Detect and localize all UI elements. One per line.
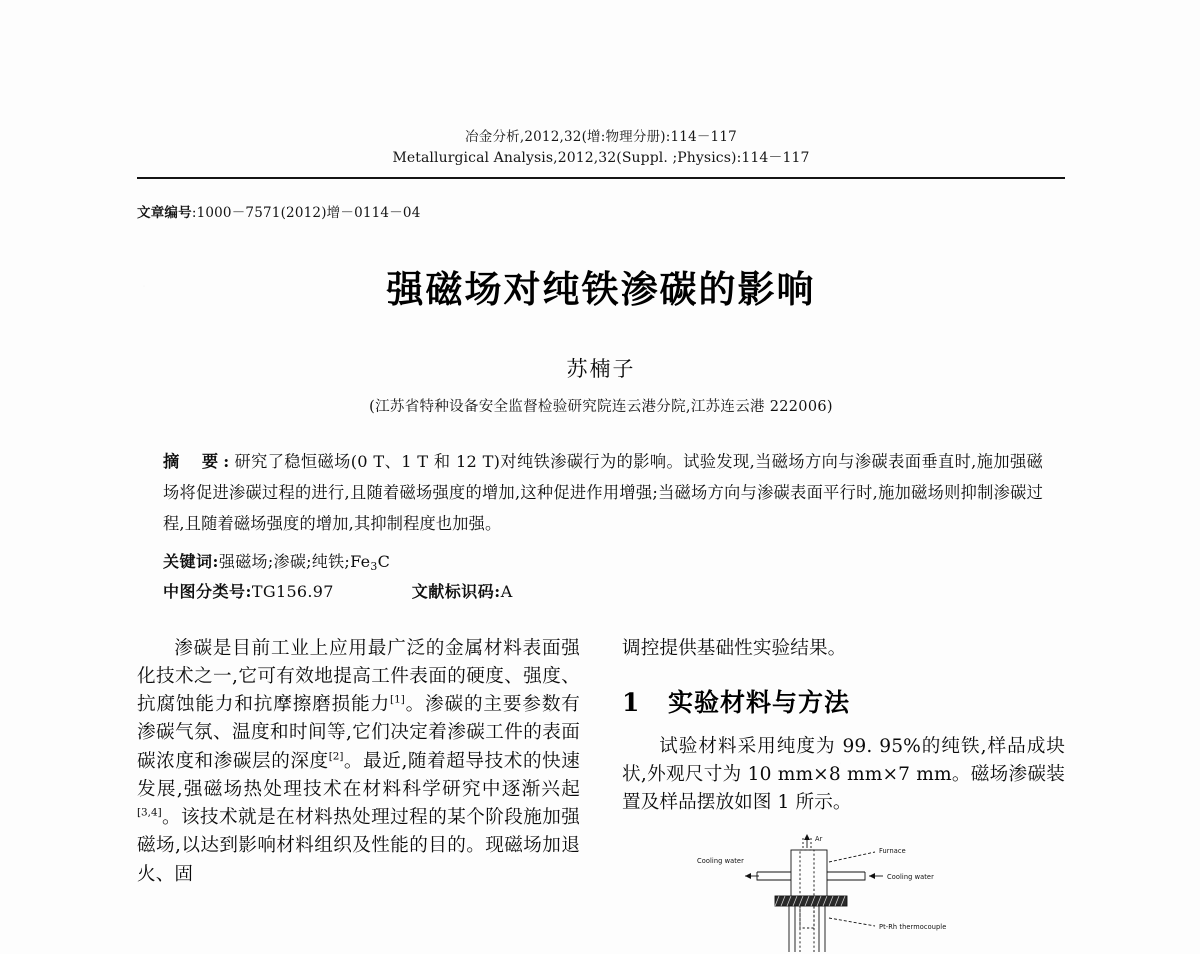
section-heading-1 [622,683,1065,719]
ar-arrow-head [804,834,810,840]
furnace-leader-line [829,852,875,862]
article-number-label: 文章编号 [137,204,192,221]
body-columns [137,635,1065,952]
figure-label-cooling-water-right: Cooling water [886,872,934,881]
section-number: 1 [622,687,641,717]
intro-text-part-4: 。该技术就是在材料热处理过程的某个阶段施加强磁场,以达到影响材料组织及性能的目的。现磁场加退火、固 [137,807,580,885]
citation-ref-3: [3,4] [137,806,162,819]
magnet-base-plate [775,896,847,906]
keywords-value-pre: 强磁场;渗碳;纯铁;Fe [218,551,371,571]
furnace-diagram-svg [679,832,1009,952]
right-column-paragraph-1: 试验材料采用纯度为 99. 95%的纯铁,样品成块状,外观尺寸为 10 mm×8 mm×7 mm。磁场渗碳装置及样品摆放如图 1 所示。 [622,735,1065,814]
cooling-water-left-arrow [745,873,751,879]
figure-1-wrapper [622,832,1065,952]
keywords-value-subscript: 3 [370,559,378,573]
figure-label-cooling-water-left: Cooling water [696,856,744,865]
keywords-value-post: C [377,551,391,571]
right-column [622,635,1065,952]
running-head-english: Metallurgical Analysis,2012,32(Suppl. ;Physics):114－117 [392,149,810,166]
page-title: 强磁场对纯铁渗碳的影响 [386,267,816,311]
figure-1-furnace-schematic [679,832,1009,952]
keywords-line [163,547,1043,577]
intro-text-part-2: 。渗碳的主要参数有渗碳气氛、温度和时间等,它们决定着渗碳工件的表面碳浓度和渗碳层的深度 [137,694,580,772]
document-code-separator: : [494,582,501,602]
header-divider-rule [137,177,1065,179]
abstract-block [137,446,1065,607]
abstract-label: 摘 要 [163,451,222,471]
citation-ref-1: [1] [390,693,405,706]
cooling-water-right-arrow [869,873,875,879]
keywords-separator: : [212,551,219,571]
abstract-paragraph [163,446,1043,539]
cooling-water-right-pipe-bottom [827,872,865,880]
author-affiliation: (江苏省特种设备安全监督检验研究院连云港分院,江苏连云港 222006) [369,398,833,415]
document-code-value: A [500,582,513,602]
left-column-paragraph-1 [137,635,580,889]
figure-label-furnace: Furnace [878,846,906,855]
figure-label-ar: Ar [814,834,822,843]
article-number [137,201,1065,221]
citation-ref-2: [2] [328,750,344,763]
article-number-value: 1000－7571(2012)增－0114－04 [196,204,421,221]
classification-value: TG156.97 [251,582,334,602]
author-name: 苏楠子 [566,356,636,381]
furnace-outer-wall [791,850,827,896]
classification-line [163,577,1043,607]
running-head [137,127,1065,170]
keywords-label: 关键词 [163,551,213,571]
inner-tube [800,850,814,928]
cooling-water-left-pipe-bottom [757,872,791,880]
classification-separator: : [245,582,252,602]
left-column [137,635,580,952]
intro-text-part-3: 。最近,随着超导技术的快速发展,强磁场热处理技术在材料科学研究中逐渐兴起 [137,750,580,800]
thermocouple-leader-line [829,918,875,926]
running-head-chinese: 冶金分析,2012,32(增:物理分册):114－117 [465,129,737,145]
page-content-area [137,0,1065,954]
figure-label-thermocouple: Pt-Rh thermocouple [878,922,946,931]
abstract-separator: : [223,451,233,471]
document-code-label: 文献标识码 [411,582,495,602]
section-title: 实验材料与方法 [668,687,851,717]
article-number-separator: : [191,204,197,221]
classification-label: 中图分类号 [163,582,246,602]
right-column-paragraph-0: 调控提供基础性实验结果。 [622,637,847,659]
abstract-text: 研究了稳恒磁场(0 T、1 T 和 12 T)对纯铁渗碳行为的影响。试验发现,当磁场方向与渗碳表面垂直时,施加强磁场将促进渗碳过程的进行,且随着磁场强度的增加,这种促进作用增强;当磁场方向与渗碳表面平行时,施加磁场则抑制渗碳过程,且随着磁场强度的增加,其抑制程度也加强。 [163,451,1043,533]
intro-text-part-1: 渗碳是目前工业上应用最广泛的金属材料表面强化技术之一,它可有效地提高工件表面的硬度、强度、抗腐蚀能力和抗摩擦磨损能力 [137,637,580,716]
